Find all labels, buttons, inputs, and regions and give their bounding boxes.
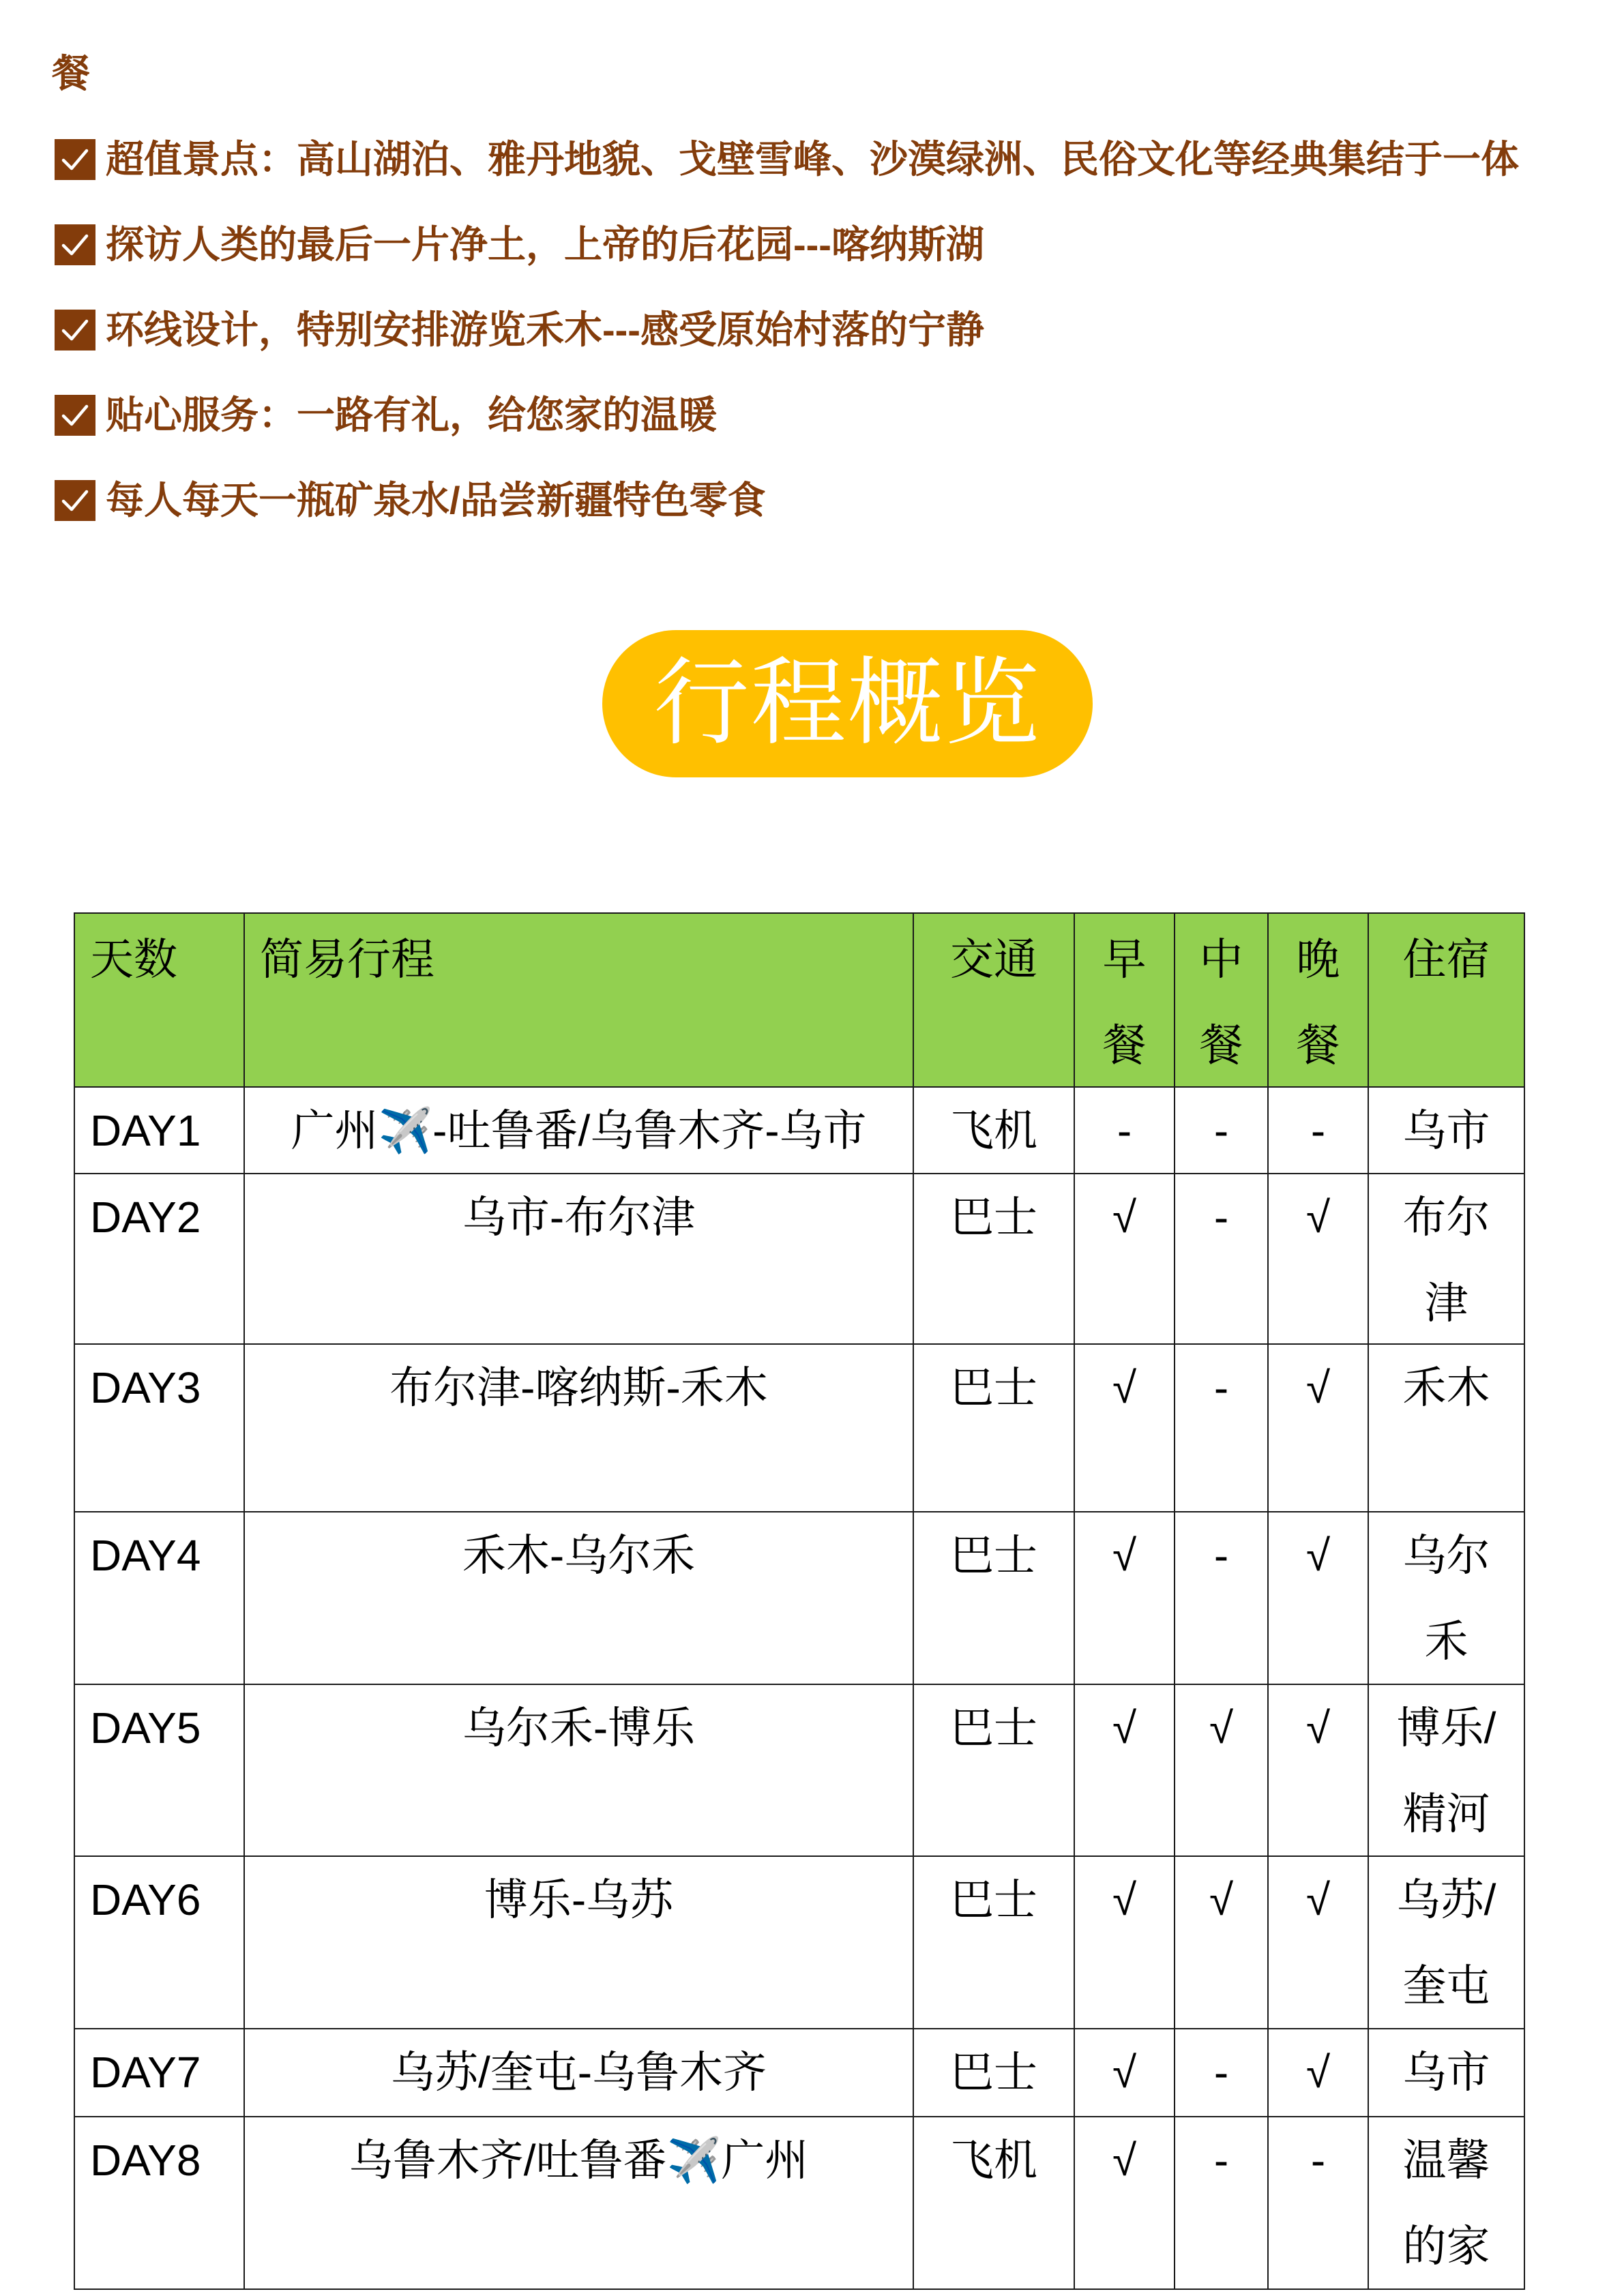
dinner-value: √	[1305, 2048, 1331, 2097]
breakfast-cell	[1075, 1857, 1175, 2029]
day-value: DAY6	[90, 1875, 201, 1924]
lunch-cell	[1175, 1857, 1269, 2029]
lunch-value: -	[1213, 2136, 1229, 2185]
day-value: DAY5	[90, 1703, 201, 1753]
highlights-list	[55, 117, 1519, 543]
itinerary-table	[74, 912, 1525, 2290]
day-cell	[75, 1345, 245, 1512]
breakfast-value: √	[1112, 2048, 1137, 2097]
dinner-cell	[1269, 1512, 1369, 1685]
day-value: DAY7	[90, 2048, 201, 2097]
section-title: 行程概览	[653, 648, 1042, 759]
transport-cell	[914, 1685, 1075, 1857]
transport-cell	[914, 1857, 1075, 2029]
header-breakfast-label: 早餐	[1102, 935, 1147, 1070]
lunch-cell	[1175, 1345, 1269, 1512]
breakfast-cell	[1075, 1174, 1175, 1345]
transport-cell	[914, 2117, 1075, 2290]
day-cell	[75, 1685, 245, 1857]
lunch-value: -	[1213, 1363, 1229, 1412]
checkbox-icon	[55, 395, 95, 436]
lodging-cell	[1369, 1857, 1525, 2029]
lodging-value: 乌市	[1402, 1106, 1490, 1155]
day-cell	[75, 1857, 245, 2029]
header-lodging-label: 住宿	[1402, 935, 1490, 984]
header-transport	[914, 914, 1075, 1088]
lunch-cell	[1175, 2029, 1269, 2117]
highlight-item	[55, 458, 1519, 543]
dinner-cell	[1269, 2117, 1369, 2290]
dinner-value: √	[1305, 1193, 1331, 1242]
transport-cell	[914, 2029, 1075, 2117]
transport-value: 飞机	[950, 2136, 1037, 2185]
breakfast-value: √	[1112, 1363, 1137, 1412]
lodging-cell	[1369, 1174, 1525, 1345]
day-value: DAY8	[90, 2136, 201, 2185]
breakfast-cell	[1075, 1512, 1175, 1685]
header-lunch-label: 中餐	[1199, 935, 1243, 1070]
highlight-text: 贴心服务：一路有礼，给您家的温暖	[106, 393, 717, 436]
breakfast-cell	[1075, 1088, 1175, 1174]
route-cell	[245, 1512, 914, 1685]
header-day	[75, 914, 245, 1088]
highlight-item	[55, 372, 1519, 458]
lodging-value: 布尔津	[1402, 1193, 1490, 1328]
dinner-value: -	[1310, 1106, 1326, 1155]
dinner-value: √	[1305, 1363, 1331, 1412]
day-value: DAY3	[90, 1363, 201, 1412]
dinner-value: √	[1305, 1531, 1331, 1580]
day-value: DAY2	[90, 1193, 201, 1242]
dinner-cell	[1269, 1088, 1369, 1174]
highlight-item	[55, 202, 1519, 287]
lunch-cell	[1175, 1174, 1269, 1345]
dinner-cell	[1269, 1685, 1369, 1857]
header-day-label: 天数	[90, 935, 177, 984]
route-value: 广州✈️-吐鲁番/乌鲁木齐-乌市	[291, 1106, 867, 1155]
section-title-banner	[602, 630, 1093, 777]
dinner-value: √	[1305, 1875, 1331, 1924]
checkbox-icon	[55, 224, 95, 265]
route-value: 乌鲁木齐/吐鲁番✈️广州	[349, 2136, 809, 2185]
transport-cell	[914, 1345, 1075, 1512]
lunch-value: √	[1209, 1703, 1234, 1753]
lodging-value: 博乐/精河	[1396, 1703, 1496, 1838]
checkbox-icon	[55, 310, 95, 351]
route-value: 乌市-布尔津	[462, 1193, 696, 1242]
lodging-value: 乌市	[1402, 2048, 1490, 2097]
day-cell	[75, 1088, 245, 1174]
breakfast-cell	[1075, 2029, 1175, 2117]
highlight-text: 超值景点：高山湖泊、雅丹地貌、戈壁雪峰、沙漠绿洲、民俗文化等经典集结于一体	[106, 137, 1519, 181]
header-route	[245, 914, 914, 1088]
lunch-cell	[1175, 1088, 1269, 1174]
route-cell	[245, 1174, 914, 1345]
lodging-value: 乌尔禾	[1402, 1531, 1490, 1666]
header-dinner	[1269, 914, 1369, 1088]
route-value: 乌尔禾-博乐	[462, 1703, 696, 1753]
breakfast-cell	[1075, 2117, 1175, 2290]
day-value: DAY1	[90, 1106, 201, 1155]
route-value: 禾木-乌尔禾	[462, 1531, 696, 1580]
highlight-item	[55, 287, 1519, 372]
continued-text-fragment: 餐	[52, 52, 90, 95]
lodging-cell	[1369, 1685, 1525, 1857]
route-value: 博乐-乌苏	[484, 1875, 674, 1924]
transport-value: 巴士	[950, 1531, 1037, 1580]
dinner-cell	[1269, 1174, 1369, 1345]
day-value: DAY4	[90, 1531, 201, 1580]
lunch-value: -	[1213, 1193, 1229, 1242]
route-cell	[245, 1857, 914, 2029]
route-cell	[245, 1088, 914, 1174]
breakfast-value: √	[1112, 1531, 1137, 1580]
header-dinner-label: 晚餐	[1296, 935, 1340, 1070]
checkbox-icon	[55, 480, 95, 521]
transport-value: 巴士	[950, 1703, 1037, 1753]
header-breakfast	[1075, 914, 1175, 1088]
route-cell	[245, 1345, 914, 1512]
lunch-value: -	[1213, 2048, 1229, 2097]
dinner-value: √	[1305, 1703, 1331, 1753]
highlight-text: 环线设计，特别安排游览禾木---感受原始村落的宁静	[106, 308, 984, 351]
breakfast-value: √	[1112, 1193, 1137, 1242]
lodging-cell	[1369, 1088, 1525, 1174]
header-transport-label: 交通	[950, 935, 1037, 984]
lodging-cell	[1369, 1345, 1525, 1512]
breakfast-value: √	[1112, 1875, 1137, 1924]
lodging-cell	[1369, 2117, 1525, 2290]
breakfast-value: √	[1112, 2136, 1137, 2185]
lunch-value: -	[1213, 1106, 1229, 1155]
dinner-cell	[1269, 2029, 1369, 2117]
route-cell	[245, 2029, 914, 2117]
highlight-text: 探访人类的最后一片净土，上帝的后花园---喀纳斯湖	[106, 222, 984, 266]
transport-value: 巴士	[950, 1363, 1037, 1412]
day-cell	[75, 1512, 245, 1685]
lodging-cell	[1369, 2029, 1525, 2117]
header-lodging	[1369, 914, 1525, 1088]
route-cell	[245, 2117, 914, 2290]
dinner-cell	[1269, 1345, 1369, 1512]
transport-value: 巴士	[950, 2048, 1037, 2097]
highlight-item	[55, 117, 1519, 202]
lodging-value: 禾木	[1402, 1363, 1490, 1412]
lodging-value: 乌苏/奎屯	[1396, 1875, 1496, 2010]
transport-cell	[914, 1088, 1075, 1174]
breakfast-cell	[1075, 1685, 1175, 1857]
breakfast-value: -	[1117, 1106, 1132, 1155]
breakfast-cell	[1075, 1345, 1175, 1512]
lodging-value: 温馨的家	[1402, 2136, 1490, 2271]
dinner-value: -	[1310, 2136, 1326, 2185]
header-lunch	[1175, 914, 1269, 1088]
route-cell	[245, 1685, 914, 1857]
transport-value: 巴士	[950, 1193, 1037, 1242]
lunch-cell	[1175, 2117, 1269, 2290]
lunch-cell	[1175, 1512, 1269, 1685]
transport-cell	[914, 1174, 1075, 1345]
transport-cell	[914, 1512, 1075, 1685]
breakfast-value: √	[1112, 1703, 1137, 1753]
dinner-cell	[1269, 1857, 1369, 2029]
lodging-cell	[1369, 1512, 1525, 1685]
route-value: 乌苏/奎屯-乌鲁木齐	[390, 2048, 767, 2097]
checkbox-icon	[55, 139, 95, 180]
lunch-value: -	[1213, 1531, 1229, 1580]
highlight-text: 每人每天一瓶矿泉水/品尝新疆特色零食	[106, 478, 766, 522]
transport-value: 巴士	[950, 1875, 1037, 1924]
transport-value: 飞机	[950, 1106, 1037, 1155]
day-cell	[75, 1174, 245, 1345]
lunch-value: √	[1209, 1875, 1234, 1924]
header-route-label: 简易行程	[260, 935, 434, 984]
day-cell	[75, 2117, 245, 2290]
route-value: 布尔津-喀纳斯-禾木	[389, 1363, 768, 1412]
day-cell	[75, 2029, 245, 2117]
lunch-cell	[1175, 1685, 1269, 1857]
